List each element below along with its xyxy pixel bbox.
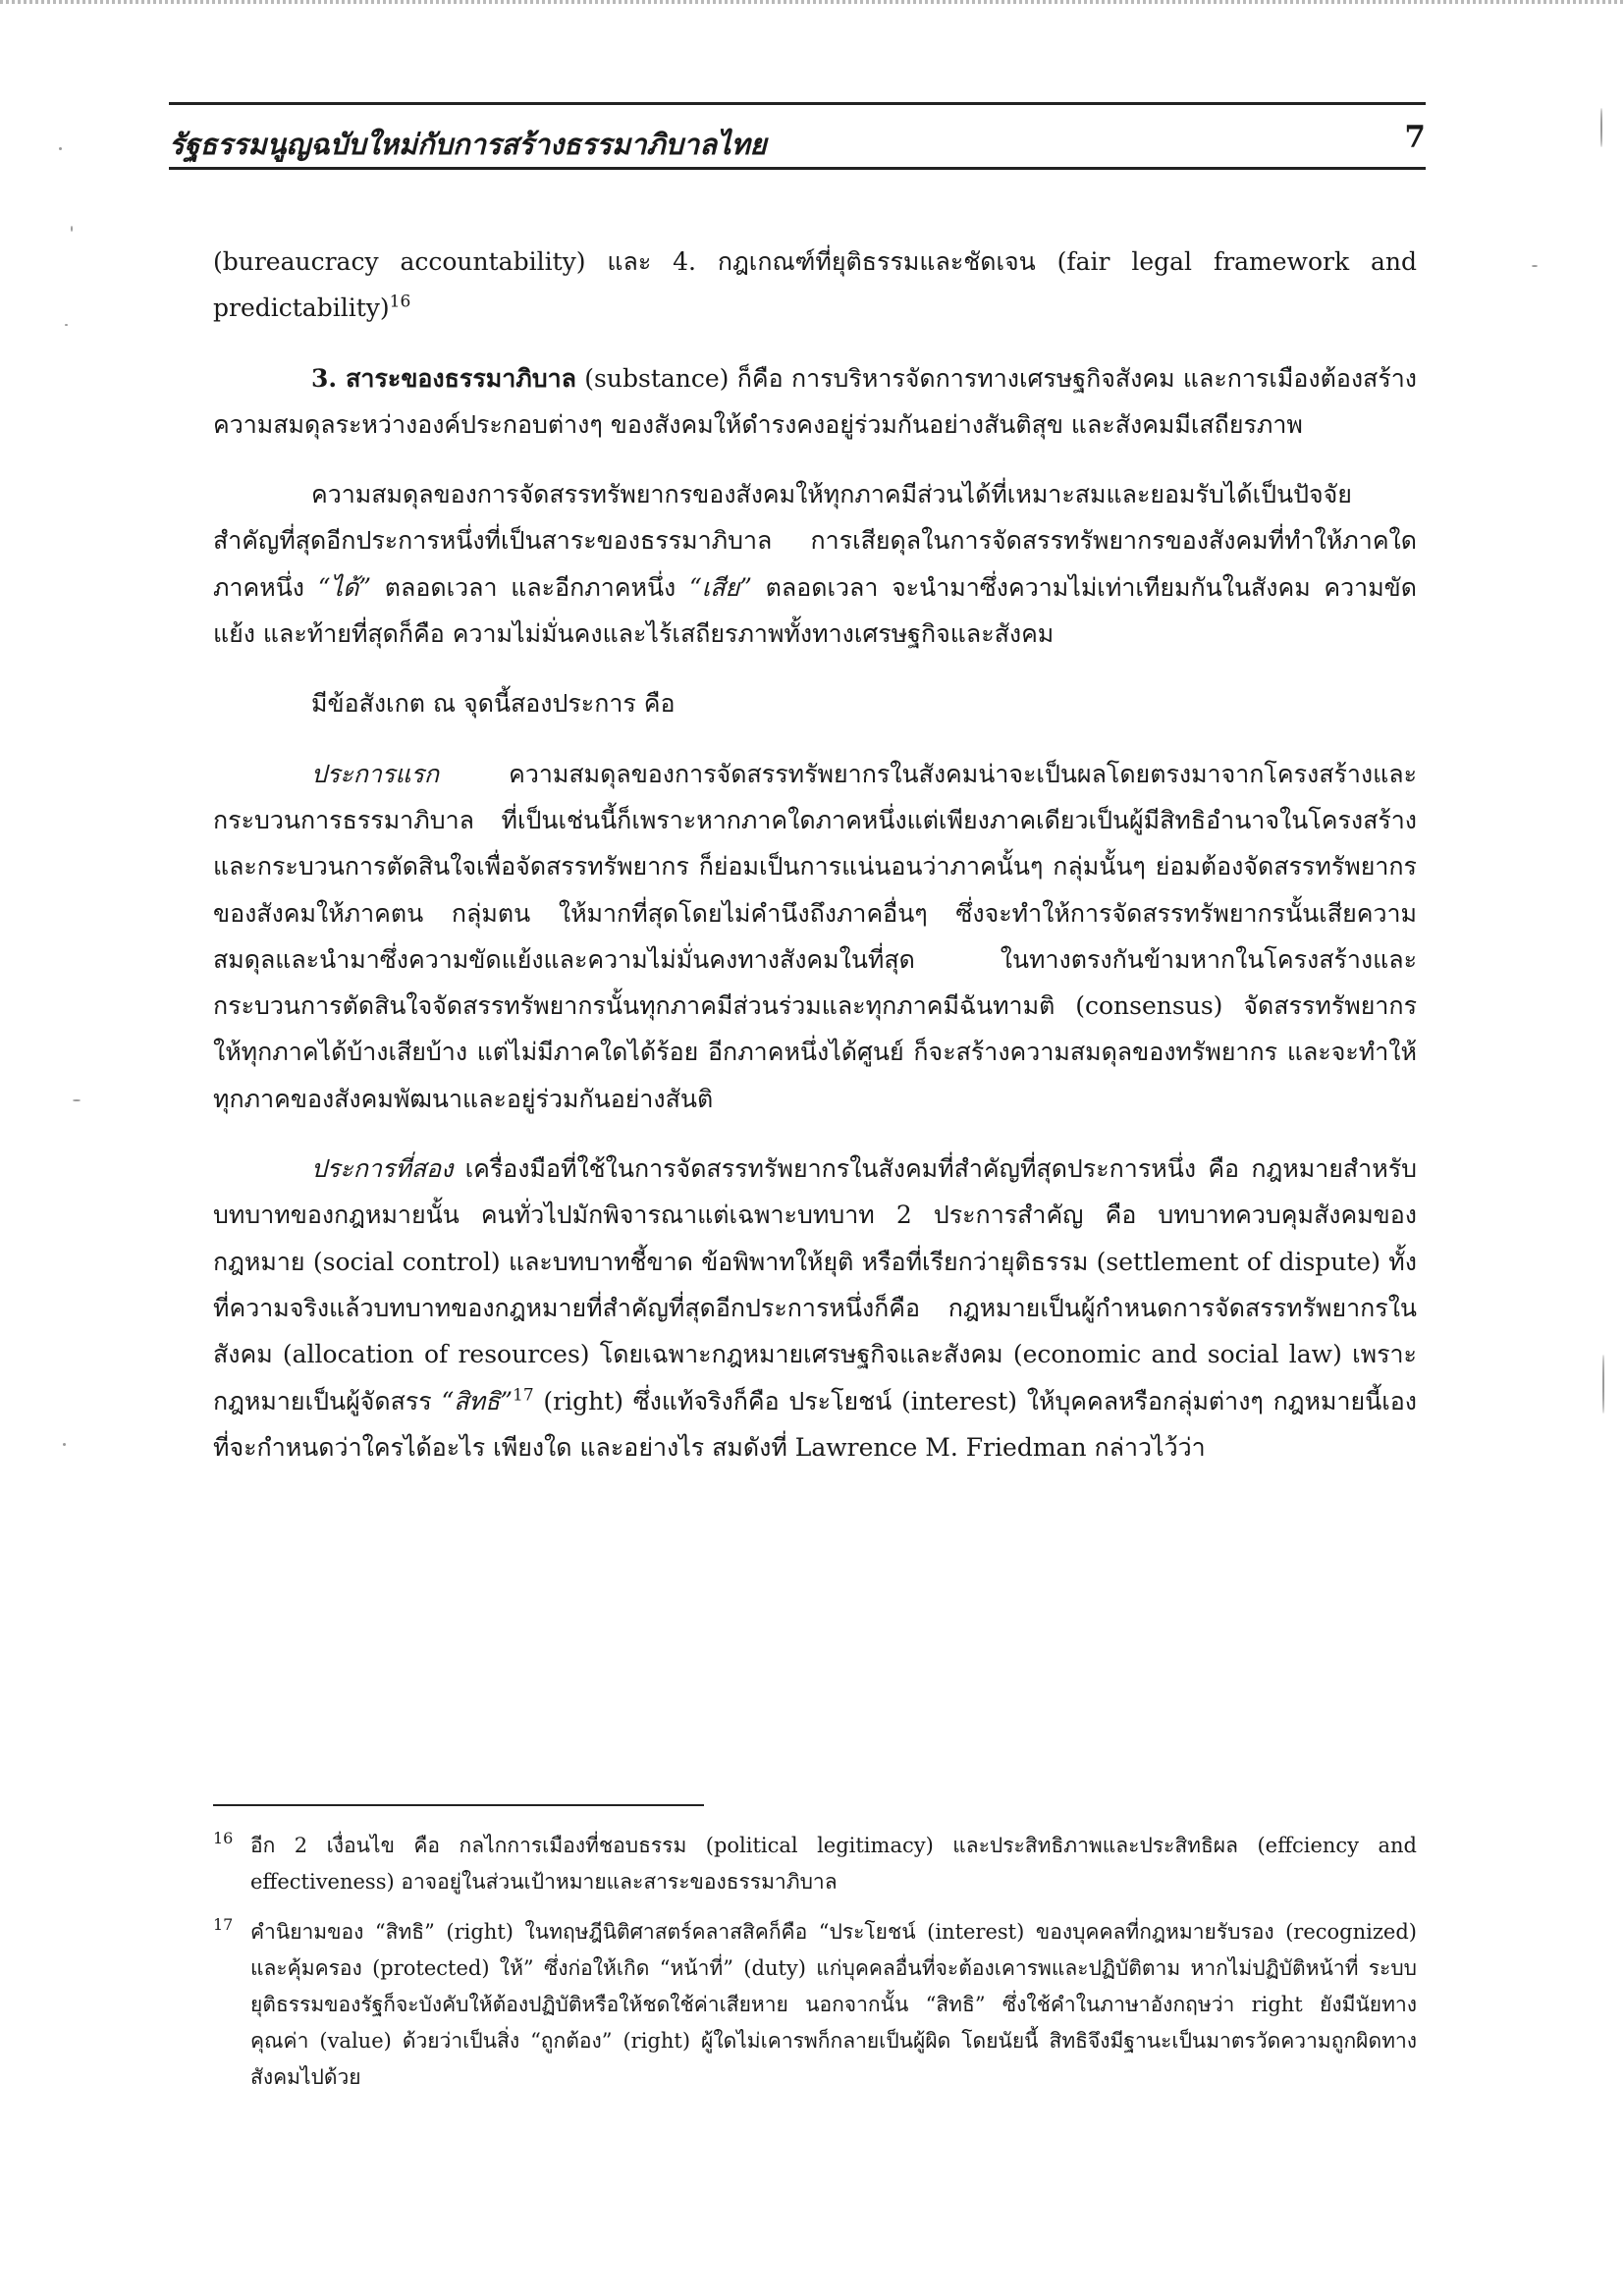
paragraph-balance: [213, 471, 1417, 657]
running-header-title: รัฐธรรมนูญฉบับใหม่กับการสร้างธรรมาภิบาลไทย: [169, 128, 767, 161]
scan-speck: [71, 226, 73, 232]
scan-speck: [1602, 1355, 1604, 1414]
scan-speck: [73, 1099, 81, 1101]
paragraph-text: ตลอดเวลา จะนำมาซึ่งความไม่เท่าเทียมกันในสังคม ความขัดแย้ง และท้ายที่สุดก็คือ ความไม่มั่นคงและไร้เสถียรภาพทั้งทางเศรษฐกิจและสังคม: [213, 572, 1418, 649]
emphasis-right: “สิทธิ”: [441, 1386, 514, 1415]
paragraph-substance: [213, 355, 1417, 449]
paragraph-observation: มีข้อสังเกต ณ จุดนี้สองประการ คือ: [311, 689, 676, 719]
footnote-text: อีก 2 เงื่อนไข คือ กลไกการเมืองที่ชอบธรรม (political legitimacy) และประสิทธิภาพและประสิทธิผล (effciency and effectiveness) อาจอยู่ในส่วนเป้าหมายและสาระของธรรมาภิบาล: [250, 1834, 1417, 1894]
scan-speck: [63, 1443, 66, 1446]
point-lead-second: ประการที่สอง: [311, 1154, 454, 1184]
paragraph-text: ความสมดุลของการจัดสรรทรัพยากรในสังคมน่าจะเป็นผลโดยตรงมาจากโครงสร้างและกระบวนการธรรมาภิบาล ที่เป็นเช่นนี้ก็เพราะหากภาคใดภาคหนึ่งแต่เพียงภาคเดียวเป็นผู้มีสิทธิอำนาจในโครงสร้างและกระบวนการตัดสินใจเพื่อจัดสรรทรัพยากร ก็ย่อมเป็นการแน่นอนว่าภาคนั้นๆ กลุ่มนั้นๆ ย่อมต้องจัดสรรทรัพยากรของสังคมให้ภาคตน กลุ่มตน ให้มากที่สุดโดยไม่คำนึงถึงภาคอื่นๆ ซึ่งจะทำให้การจัดสรรทรัพยากรนั้นเสียความสมดุลและนำมาซึ่งความขัดแย้งและความไม่มั่นคงทางสังคมในที่สุด ในทางตรงกันข้ามหากในโครงสร้างและกระบวนการตัดสินใจจัดสรรทรัพยากรนั้นทุกภาคมีส่วนร่วมและทุกภาคมีฉันทามติ (consensus) จัดสรรทรัพยากรให้ทุกภาคได้บ้างเสียบ้าง แต่ไม่มีภาคใดได้ร้อย อีกภาคหนึ่งได้ศูนย์ ก็จะสร้างความสมดุลของทรัพยากร และจะทำให้ทุกภาคของสังคมพัฒนาและอยู่ร่วมกันอย่างสันติ: [213, 759, 1417, 1113]
scan-speck: [1532, 265, 1538, 267]
paragraph-first-point: [213, 751, 1417, 1122]
paragraph-text: ตลอดเวลา และอีกภาคหนึ่ง: [371, 572, 689, 602]
header-rule: [169, 167, 1426, 170]
paragraph-text: (bureaucracy accountability) และ 4. กฎเกณฑ์ที่ยุติธรรมและชัดเจน (fair legal framework and predictability): [213, 247, 1417, 323]
scan-top-border: [0, 0, 1624, 4]
point-lead-first: ประการแรก: [311, 759, 440, 788]
paragraph-text: ความสมดุลของการจัดสรรทรัพยากรของสังคมให้ทุกภาคมีส่วนได้ที่เหมาะสมและยอมรับได้เป็นปัจจัยสำคัญที่สุดอีกประการหนึ่งที่เป็นสาระของธรรมาภิบาล การเสียดุลในการจัดสรรทรัพยากรของสังคมที่ทำให้ภาคใดภาคหนึ่ง: [213, 480, 1417, 602]
footnote-text: คำนิยามของ “สิทธิ” (right) ในทฤษฎีนิติศาสตร์คลาสสิคก็คือ “ประโยชน์ (interest) ของบุคคลที่กฎหมายรับรอง (recognized) และคุ้มครอง (protected) ให้” ซึ่งก่อให้เกิด “หน้าที่” (duty) แก่บุคคลอื่นที่จะต้องเคารพและปฏิบัติตาม หากไม่ปฏิบัติหน้าที่ ระบบ ยุติธรรมของรัฐก็จะบังคับให้ต้องปฏิบัติหรือให้ชดใช้ค่าเสียหาย นอกจากนั้น “สิทธิ” ซึ่งใช้คำในภาษาอังกฤษว่า right ยังมีนัยทางคุณค่า (value) ด้วยว่าเป็นสิ่ง “ถูกต้อง” (right) ผู้ใดไม่เคารพก็กลายเป็นผู้ผิด โดยนัยนี้ สิทธิจึงมีฐานะเป็นมาตรวัดความถูกผิดทางสังคมไปด้วย: [250, 1920, 1417, 2089]
page-number: 7: [1404, 120, 1426, 155]
scan-speck: [1600, 108, 1602, 147]
emphasis-loss: “เสีย”: [688, 572, 752, 602]
footnote-ref-17: 17: [513, 1385, 534, 1406]
footnote-16: [213, 1828, 1417, 1900]
body-text: [213, 239, 1417, 1470]
emphasis-gain: “ได้”: [317, 572, 372, 602]
footnote-ref-16: 16: [389, 292, 411, 312]
footnote-number: 16: [213, 1829, 234, 1847]
paragraph-second-point: [213, 1146, 1417, 1470]
paragraph-text: เครื่องมือที่ใช้ในการจัดสรรทรัพยากรในสังคมที่สำคัญที่สุดประการหนึ่ง คือ กฎหมายสำหรับบทบาทของกฎหมายนั้น คนทั่วไปมักพิจารณาแต่เฉพาะบทบาท 2 ประการสำคัญ คือ บทบาทควบคุมสังคมของกฎหมาย (social control) และบทบาทชี้ขาด ข้อพิพาทให้ยุติ หรือที่เรียกว่ายุติธรรม (settlement of dispute) ทั้งที่ความจริงแล้วบทบาทของกฎหมายที่สำคัญที่สุดอีกประการหนึ่งก็คือ กฎหมายเป็นผู้กำหนดการจัดสรรทรัพยากรในสังคม (allocation of resources) โดยเฉพาะกฎหมายเศรษฐกิจและสังคม (economic and social law) เพราะกฎหมายเป็นผู้จัดสรร: [213, 1154, 1417, 1415]
footnote-separator: [213, 1804, 704, 1806]
paragraph-text: (substance) ก็คือ การบริหารจัดการทางเศรษฐกิจสังคม และการเมืองต้องสร้างความสมดุลระหว่างองค์ประกอบต่างๆ ของสังคมให้ดำรงคงอยู่ร่วมกันอย่างสันติสุข และสังคมมีเสถียรภาพ: [213, 363, 1417, 439]
header-rule-top: [169, 102, 1426, 105]
running-header: [169, 116, 1426, 163]
footnote-17: [213, 1914, 1417, 2096]
scan-speck: [65, 324, 68, 326]
paragraph-continuation: [213, 239, 1417, 332]
scan-speck: [59, 147, 62, 150]
footnote-number: 17: [213, 1915, 234, 1934]
footnotes: [213, 1828, 1417, 2109]
paragraph-text: (right) ซึ่งแท้จริงก็คือ ประโยชน์ (interest) ให้บุคคลหรือกลุ่มต่างๆ กฎหมายนี้เองที่จะกำหนดว่าใครได้อะไร เพียงใด และอย่างไร สมดังที่ Lawrence M. Friedman กล่าวไว้ว่า: [213, 1386, 1417, 1462]
numbered-heading: 3. สาระของธรรมาภิบาล: [311, 363, 576, 393]
